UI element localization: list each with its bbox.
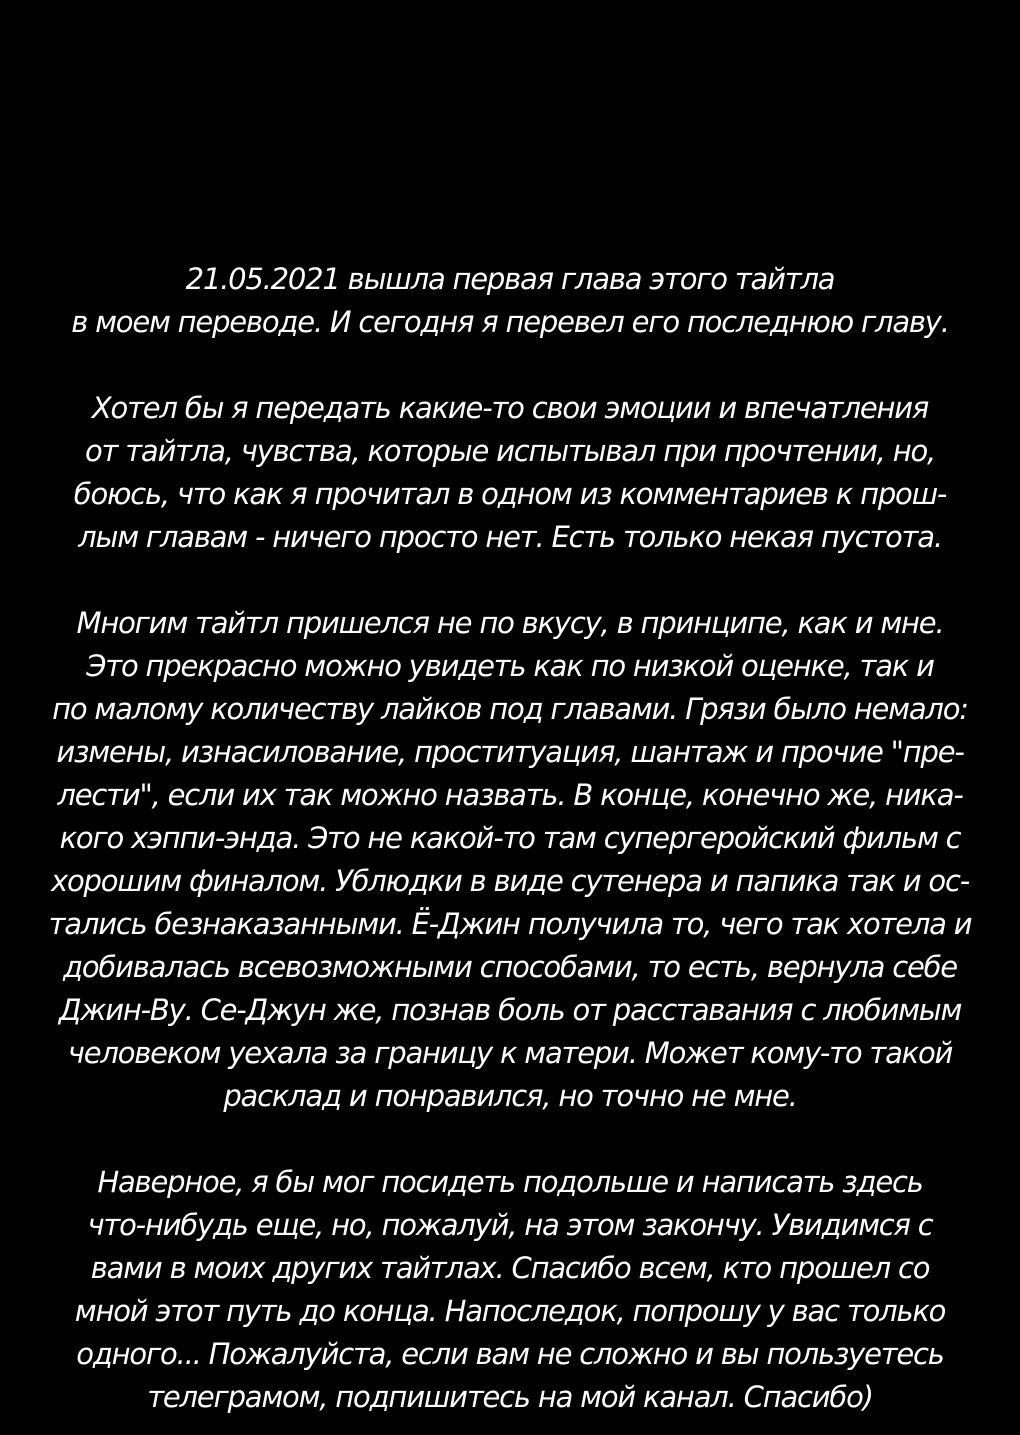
text-line: добивалась всевозможными способами, то есть, вернула себе [63, 950, 957, 984]
text-line: Наверное, я бы мог посидеть подольше и написать здесь [97, 1165, 923, 1199]
text-line: вами в моих других тайтлах. Спасибо всем, кто прошел со [90, 1251, 930, 1285]
text-line: по малому количеству лайков под главами. Грязи было немало: [52, 692, 968, 726]
text-line: 21.05.2021 вышла первая глава этого тайтла [185, 262, 835, 296]
text-line: Многим тайтл пришелся не по вкусу, в принципе, как и мне. [76, 606, 944, 640]
text-line: расклад и понравился, но точно не мне. [223, 1079, 797, 1113]
paragraph-emotions [20, 387, 1000, 559]
translator-note [20, 258, 1000, 1419]
text-line: человеком уехала за границу к матери. Может кому-то такой [67, 1036, 953, 1070]
text-line: кого хэппи-энда. Это не какой-то там супергеройский фильм с [59, 821, 961, 855]
paragraph-intro [20, 258, 1000, 344]
text-line: измены, изнасилование, проституация, шантаж и прочие "пре- [56, 735, 964, 769]
text-line: мной этот путь до конца. Напоследок, попрошу у вас только [74, 1294, 946, 1328]
text-line: хорошим финалом. Ублюдки в виде сутенера и папика так и ос- [51, 864, 969, 898]
text-line: телеграмом, подпишитесь на мой канал. Спасибо) [147, 1380, 873, 1414]
text-line: Хотел бы я передать какие-то свои эмоции и впечатления [91, 391, 929, 425]
paragraph-farewell [20, 1161, 1000, 1419]
text-line: одного... Пожалуйста, если вам не сложно и вы пользуетесь [76, 1337, 944, 1371]
text-line: от тайтла, чувства, которые испытывал при прочтении, но, [84, 434, 936, 468]
text-line: лым главам - ничего просто нет. Есть только некая пустота. [78, 520, 942, 554]
text-line: Это прекрасно можно увидеть как по низкой оценке, так и [86, 649, 934, 683]
paragraph-review [20, 602, 1000, 1118]
text-line: Джин-Ву. Се-Джун же, познав боль от расставания с любимым [58, 993, 962, 1027]
text-line: в моем переводе. И сегодня я перевел его последнюю главу. [71, 305, 949, 339]
text-line: боюсь, что как я прочитал в одном из комментариев к прош- [73, 477, 947, 511]
text-line: тались безнаказанными. Ё-Джин получила то, чего так хотела и [48, 907, 972, 941]
text-line: что-нибудь еще, но, пожалуй, на этом закончу. Увидимся с [87, 1208, 933, 1242]
text-line: лести", если их так можно назвать. В конце, конечно же, ника- [57, 778, 963, 812]
